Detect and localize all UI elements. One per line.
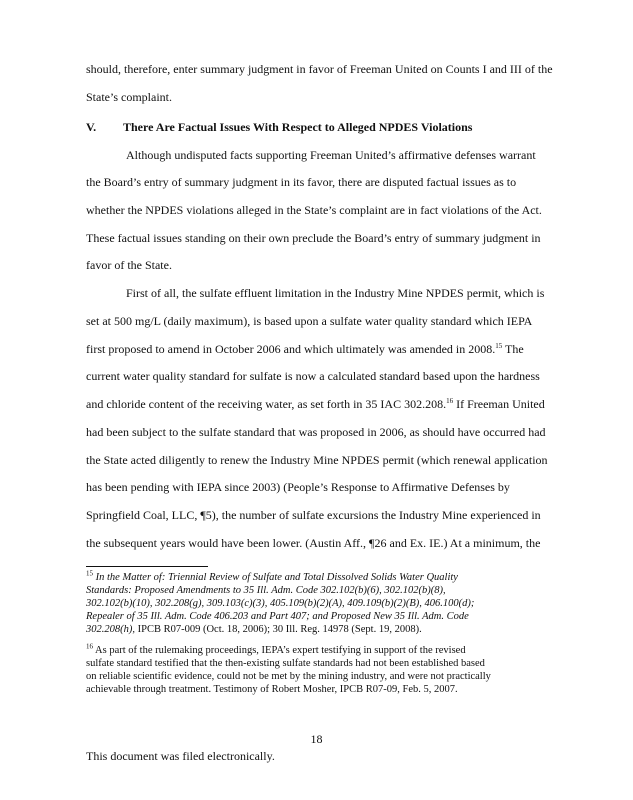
footnote-text: 302.208(h), bbox=[86, 624, 135, 635]
footnote-number: 16 bbox=[86, 642, 93, 651]
body-line bbox=[86, 342, 524, 356]
section-number: V. bbox=[86, 120, 97, 134]
footnote-ref-16: 16 bbox=[446, 397, 454, 405]
footnote-16-line: sulfate standard testified that the then-existing sulfate standards had not been established based bbox=[86, 658, 485, 669]
body-line: had been subject to the sulfate standard that was proposed in 2006, as should have occurred had bbox=[86, 425, 546, 439]
filed-notice: This document was filed electronically. bbox=[86, 749, 275, 763]
body-text: first proposed to amend in October 2006 and which ultimately was amended in 2008. bbox=[86, 342, 496, 356]
body-line: First of all, the sulfate effluent limitation in the Industry Mine NPDES permit, which is bbox=[126, 286, 545, 300]
body-line: Springfield Coal, LLC, ¶5), the number of sulfate excursions the Industry Mine experienced in bbox=[86, 508, 541, 522]
footnote-text: IPCB R07-009 (Oct. 18, 2006); 30 Ill. Reg. 14978 (Sept. 19, 2008). bbox=[135, 624, 422, 635]
body-line: the Board’s entry of summary judgment in its favor, there are disputed factual issues as to bbox=[86, 175, 517, 189]
footnote-text: As part of the rulemaking proceedings, IEPA’s expert testifying in support of the revised bbox=[95, 645, 466, 656]
section-heading bbox=[86, 120, 472, 135]
footnote-16-line: achievable through treatment. Testimony of Robert Mosher, IPCB R07-09, Feb. 5, 2007. bbox=[86, 684, 458, 695]
footnote-15-line: Repealer of 35 Ill. Adm. Code 406.203 and Part 407; and Proposed New 35 Ill. Adm. Code bbox=[86, 611, 469, 622]
footnote-ref-15: 15 bbox=[495, 342, 503, 350]
section-title: There Are Factual Issues With Respect to Alleged NPDES Violations bbox=[123, 120, 473, 134]
body-line: the subsequent years would have been lower. (Austin Aff., ¶26 and Ex. IE.) At a minimum, the bbox=[86, 536, 541, 550]
body-line: should, therefore, enter summary judgment in favor of Freeman United on Counts I and III of the bbox=[86, 62, 553, 76]
body-line: Although undisputed facts supporting Freeman United’s affirmative defenses warrant bbox=[126, 148, 536, 162]
footnote-number: 15 bbox=[86, 569, 93, 578]
body-line: current water quality standard for sulfate is now a calculated standard based upon the hardness bbox=[86, 369, 540, 383]
body-text: The bbox=[505, 342, 524, 356]
body-line: favor of the State. bbox=[86, 258, 172, 272]
body-line bbox=[86, 397, 545, 411]
footnote-16-line bbox=[86, 644, 466, 657]
body-line: whether the NPDES violations alleged in the State’s complaint are in fact violations of the Act. bbox=[86, 203, 542, 217]
footnote-15-line: 302.102(b)(10), 302.208(g), 309.103(c)(3), 405.109(b)(2)(A), 409.109(b)(2)(B), 406.100(d); bbox=[86, 598, 475, 609]
page-number: 18 bbox=[310, 732, 323, 746]
body-line: These factual issues standing on their own preclude the Board’s entry of summary judgment in bbox=[86, 231, 541, 245]
footnote-15-line: Standards: Proposed Amendments to 35 Ill. Adm. Code 302.102(b)(6), 302.102(b)(8), bbox=[86, 585, 446, 596]
footnote-divider bbox=[86, 566, 208, 567]
body-line: the State acted diligently to renew the Industry Mine NPDES permit (which renewal application bbox=[86, 453, 548, 467]
body-line: has been pending with IEPA since 2003) (People’s Response to Affirmative Defenses by bbox=[86, 480, 510, 494]
body-text: If Freeman United bbox=[456, 397, 545, 411]
body-text: and chloride content of the receiving water, as set forth in 35 IAC 302.208. bbox=[86, 397, 447, 411]
footnote-16-line: on reliable scientific evidence, could not be met by the mining industry, and were not practically bbox=[86, 671, 491, 682]
footnote-15-line bbox=[86, 571, 458, 584]
footnote-15-line bbox=[86, 623, 422, 636]
footnote-text: In the Matter of: Triennial Review of Sulfate and Total Dissolved Solids Water Quality bbox=[95, 572, 458, 583]
body-line: State’s complaint. bbox=[86, 90, 172, 104]
body-line: set at 500 mg/L (daily maximum), is based upon a sulfate water quality standard which IEPA bbox=[86, 314, 533, 328]
